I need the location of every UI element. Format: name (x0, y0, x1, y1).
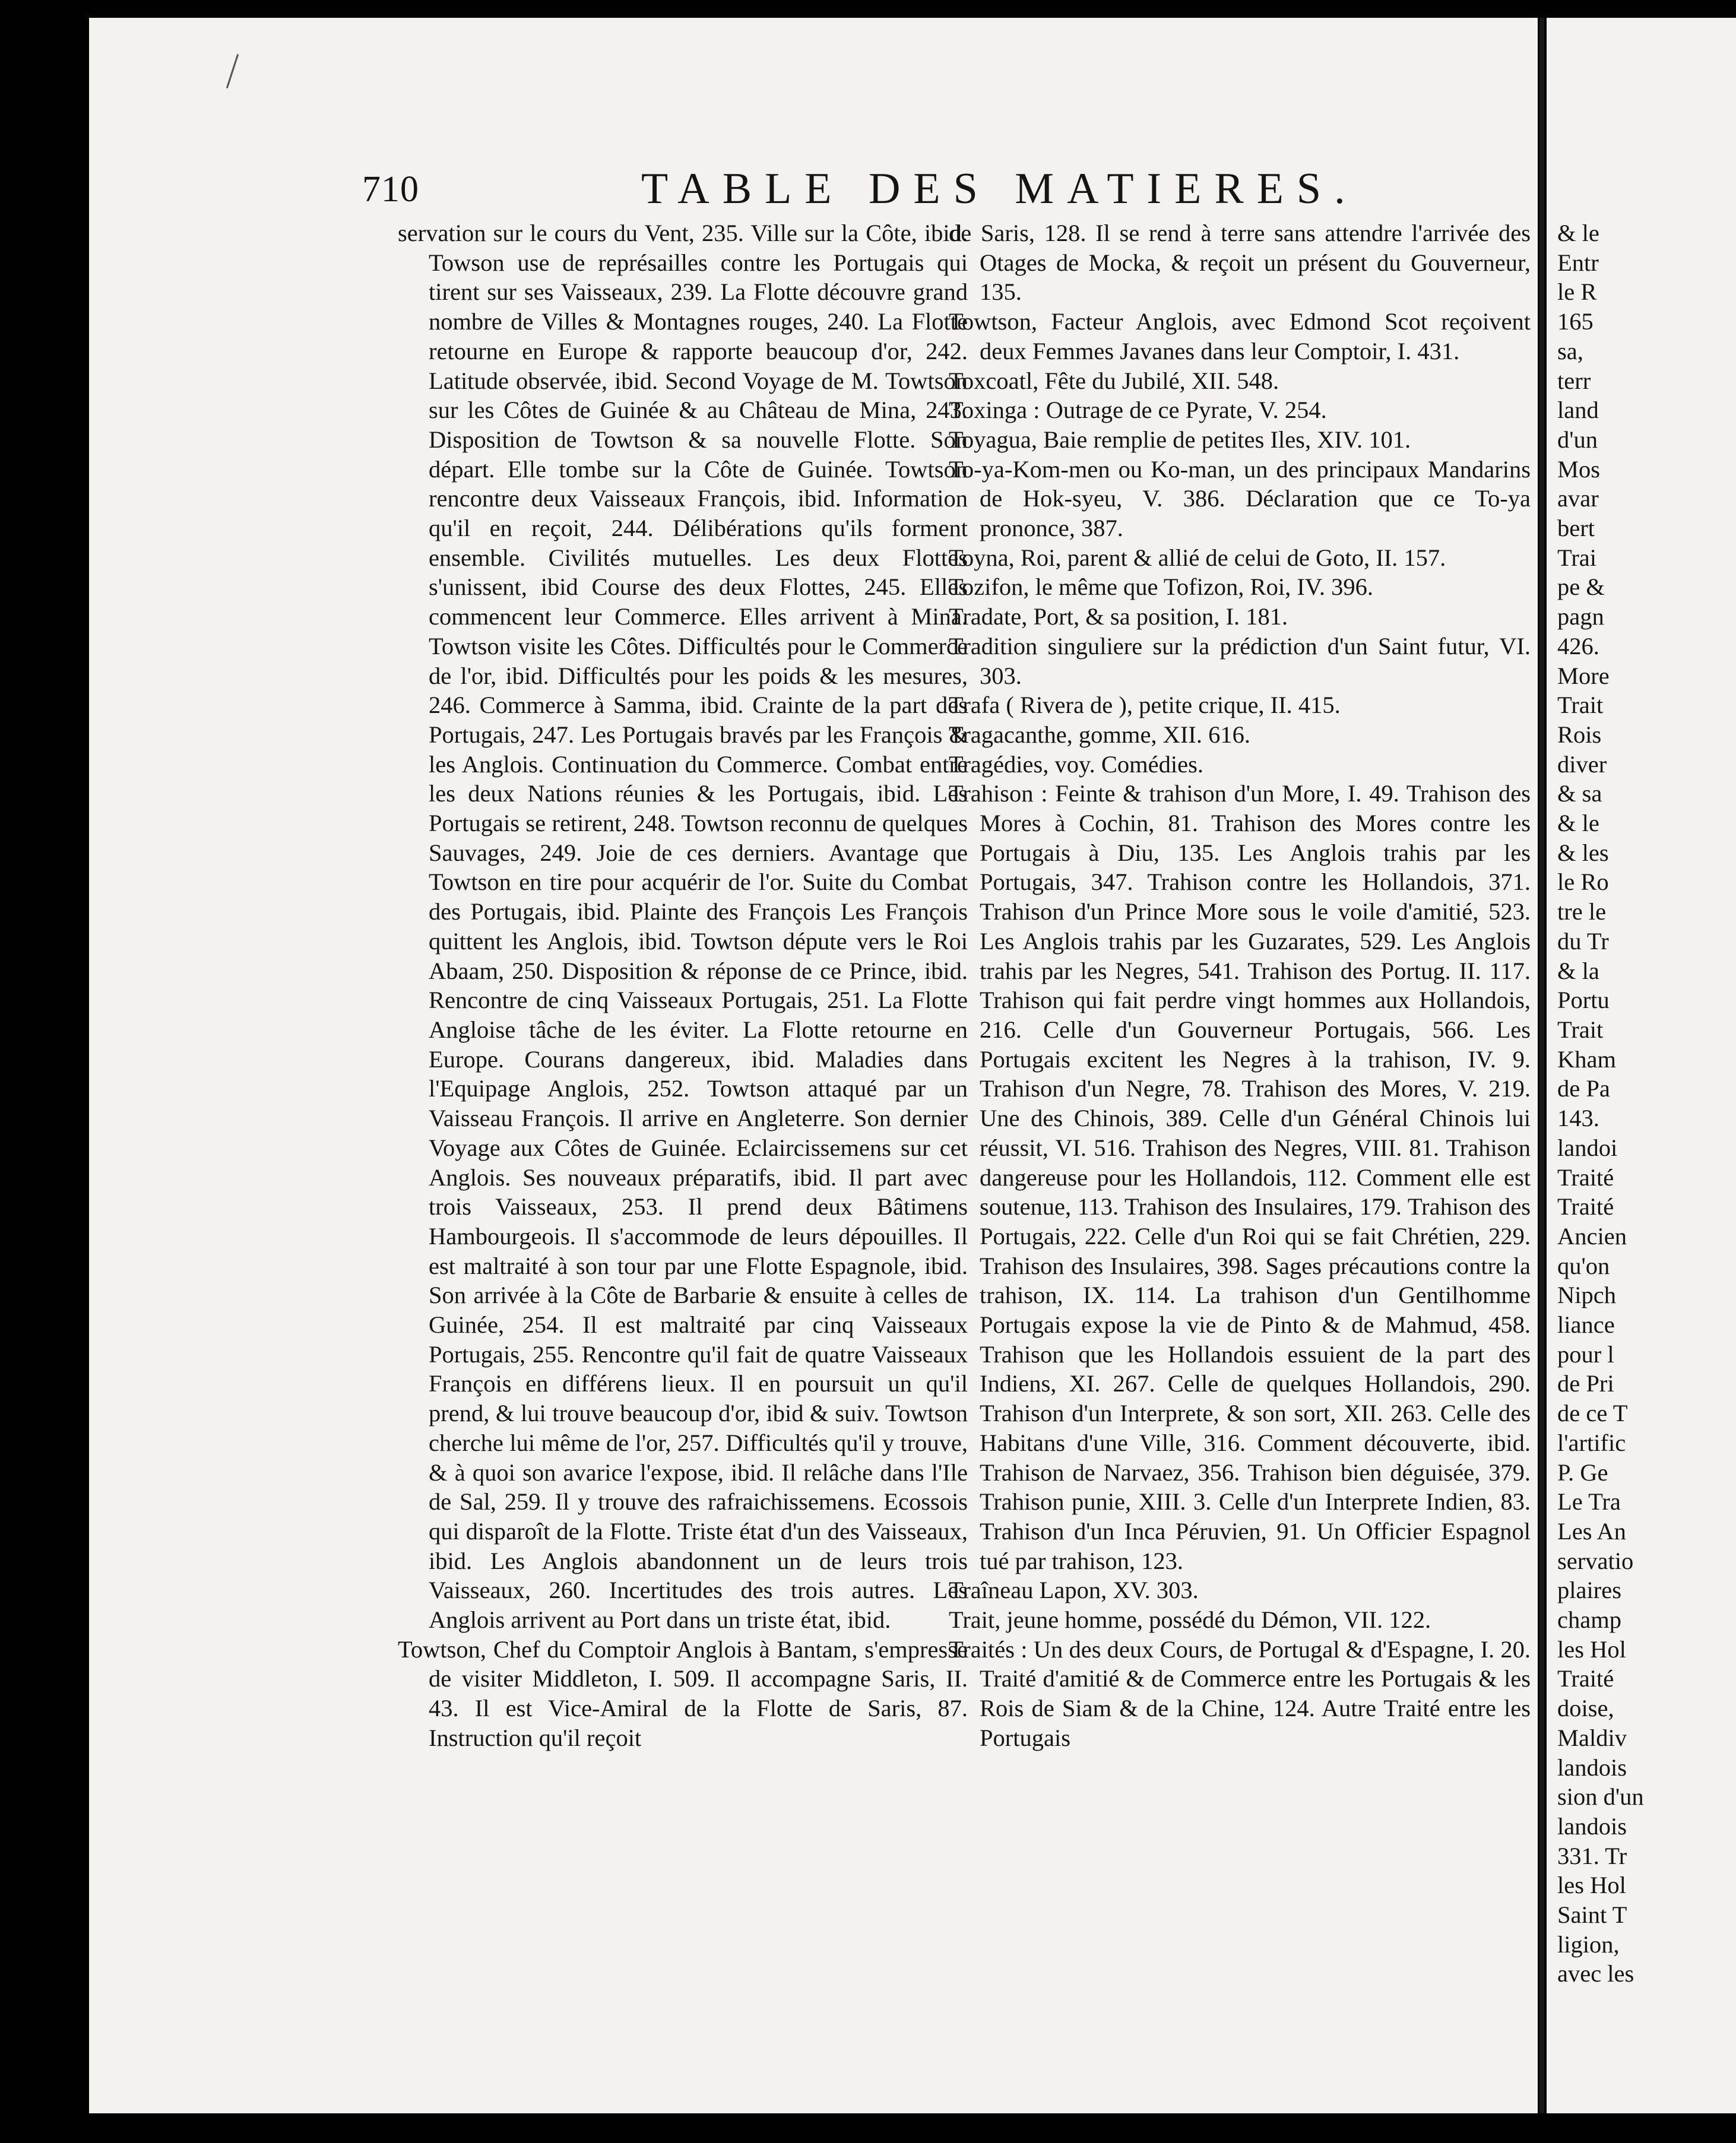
page-number: 710 (362, 169, 419, 210)
index-entry: Toxcoatl, Fête du Jubilé, XII. 548. (949, 367, 1279, 394)
index-entry: Tradate, Port, & sa position, I. 181. (949, 603, 1288, 630)
facing-page-line: 331. Tr (1557, 1842, 1627, 1869)
facing-page-line: landois (1557, 1754, 1627, 1781)
facing-page-line: Le Tra (1557, 1488, 1621, 1516)
index-entry: Trahison : Feinte & trahison d'un More, I. 49. Trahison des Mores à Cochin, 81. Trahison des Mores contre les Portugais à Diu, 135. Les Anglois trahis par les Portugais, 347. Trahison contre les Hollandois, 371. Trahison d'un Prince More sous le voile d'amitié, 523. Les Anglois trahis par les Guzarates, 529. Les Anglois trahis par les Negres, 541. Trahison des Portug. II. 117. Trahison qui fait perdre vingt hommes aux Hollandois, 216. Celle d'un Gouverneur Portugais, 566. Les Portugais excitent les Negres à la trahison, IV. 9. Trahison d'un Negre, 78. Trahison des Mores, V. 219. Une des Chinois, 389. Celle d'un Général Chinois lui réussit, VI. 516. Trahison des Negres, VIII. 81. Trahison dangereuse pour les Hollandois, 112. Comment elle est soutenue, 113. Trahison des Insulaires, 179. Trahison des Portugais, 222. Celle d'un Roi qui se fait Chrétien, 229. Trahison des Insulaires, 398. Sages précautions contre la trahison, IX. 114. La trahison d'un Gentilhomme Portugais expose la vie de Pinto & de Mahmud, 458. Trahison que les Hollandois essuient de la part des Indiens, XI. 267. Celle de quelques Hollandois, 290. Trahison d'un Interprete, & son sort, XII. 263. Celle des Habitans d'une Ville, 316. Comment découverte, ibid. Trahison de Narvaez, 356. Trahison bien déguisée, 379. Trahison punie, XIII. 3. Celle d'un Interprete Indien, 83. Trahison d'un Inca Péruvien, 91. Un Officier Espagnol tué par trahison, 123. (949, 780, 1531, 1574)
index-entry: Toyagua, Baie remplie de petites Iles, XIV. 101. (949, 426, 1411, 453)
index-entry: Tragacanthe, gomme, XII. 616. (949, 721, 1251, 748)
index-entry: servation sur le cours du Vent, 235. Ville sur la Côte, ibid. Towson use de représailles contre les Portugais qui tirent sur ses Vaisseaux, 239. La Flotte découvre grand nombre de Villes & Montagnes rouges, 240. La Flotte retourne en Europe & rapporte beaucoup d'or, 242. Latitude observée, ibid. Second Voyage de M. Towtson sur les Côtes de Guinée & au Château de Mina, 243. Disposition de Towtson & sa nouvelle Flotte. Son départ. Elle tombe sur la Côte de Guinée. Towtson rencontre deux Vaisseaux François, ibid. Information qu'il en reçoit, 244. Délibérations qu'ils forment ensemble. Civilités mutuelles. Les deux Flottes s'unissent, ibid Course des deux Flottes, 245. Elles commencent leur Commerce. Elles arrivent à Mina. Towtson visite les Côtes. Difficultés pour le Commerce de l'or, ibid. Difficultés pour les poids & les mesures, 246. Commerce à Samma, ibid. Crainte de la part des Portugais, 247. Les Portugais bravés par les François & les Anglois. Continuation du Commerce. Combat entre les deux Nations réunies & les Portugais, ibid. Les Portugais se retirent, 248. Towtson reconnu de quelques Sauvages, 249. Joie de ces derniers. Avantage que Towtson en tire pour acquérir de l'or. Suite du Combat des Portugais, ibid. Plainte des François Les François quittent les Anglois, ibid. Towtson députe vers le Roi Abaam, 250. Disposition & réponse de ce Prince, ibid. Rencontre de cinq Vaisseaux Portugais, 251. La Flotte Angloise tâche de les éviter. La Flotte retourne en Europe. Courans dangereux, ibid. Maladies dans l'Equipage Anglois, 252. Towtson attaqué par un Vaisseau François. Il arrive en Angleterre. Son dernier Voyage aux Côtes de Guinée. Eclaircissemens sur cet Anglois. Ses nouveaux préparatifs, ibid. Il part avec trois Vaisseaux, 253. Il prend deux Bâtimens Hambourgeois. Il s'accommode de leurs dépouilles. Il est maltraité à son tour par une Flotte Espagnole, ibid. Son arrivée à la Côte de Barbarie & ensuite à celles de Guinée, 254. Il est maltraité par cinq Vaisseaux Portugais, 255. Rencontre qu'il fait de quatre Vaisseaux François en différens lieux. Il en poursuit un qu'il prend, & lui trouve beaucoup d'or, ibid & suiv. Towtson cherche lui même de l'or, 257. Difficultés qu'il y trouve, & à quoi son avarice l'expose, ibid. Il relâche dans l'Ile de Sal, 259. Il y trouve des rafraichissemens. Ecossois qui disparoît de la Flotte. Triste état d'un des Vaisseaux, ibid. Les Anglois abandonnent un de leurs trois Vaisseaux, 260. Incertitudes des trois autres. Les Anglois arrivent au Port dans un triste état, ibid. (398, 220, 968, 1634)
facing-page-line: d'un (1557, 426, 1598, 453)
index-entry: Traîneau Lapon, XV. 303. (949, 1577, 1199, 1604)
facing-page-line: Traité (1557, 1665, 1614, 1692)
facing-page-line: de Pa (1557, 1075, 1610, 1102)
index-entry: Toxinga : Outrage de ce Pyrate, V. 254. (949, 397, 1327, 424)
facing-page-line: champ (1557, 1606, 1621, 1634)
facing-page-line: 165 (1557, 308, 1594, 335)
facing-page-line: landoi (1557, 1134, 1618, 1161)
index-entry: Toyna, Roi, parent & allié de celui de Goto, II. 157. (949, 544, 1446, 571)
index-entry: Towtson, Facteur Anglois, avec Edmond Scot reçoivent deux Femmes Javanes dans leur Comptoir, I. 431. (949, 308, 1531, 364)
facing-page-line: du Tr (1557, 927, 1609, 955)
facing-page-line: plaires (1557, 1577, 1621, 1604)
facing-page-line: liance (1557, 1311, 1615, 1339)
facing-page-line: avec les (1557, 1960, 1634, 1987)
page-gutter (1539, 18, 1544, 2113)
facing-page-line: 426. (1557, 632, 1599, 660)
facing-page-line: doise, (1557, 1695, 1614, 1722)
index-entry: Tragédies, voy. Comédies. (949, 750, 1203, 778)
facing-page-line: & sa (1557, 780, 1602, 807)
running-title: TABLE DES MATIERES. (641, 164, 1358, 213)
facing-page-line: & le (1557, 810, 1599, 837)
facing-page-line: Kham (1557, 1045, 1616, 1073)
facing-page-line: avar (1557, 485, 1599, 512)
facing-page-line: Traité (1557, 1164, 1614, 1191)
book-page (89, 18, 1538, 2113)
index-entry: Tozifon, le même que Tofizon, Roi, IV. 396. (949, 573, 1373, 601)
facing-page-line: 143. (1557, 1105, 1599, 1132)
facing-page-line: de Pri (1557, 1370, 1614, 1397)
facing-page-line: land (1557, 397, 1599, 424)
facing-page-line: P. Ge (1557, 1459, 1608, 1486)
facing-page-line: Traité (1557, 1193, 1614, 1221)
facing-page-line: landois (1557, 1812, 1627, 1840)
column-body (949, 218, 1531, 1753)
pen-mark (226, 54, 239, 88)
facing-page-line: terr (1557, 367, 1591, 394)
facing-page-line: ligion, (1557, 1930, 1620, 1958)
index-entry: Traités : Un des deux Cours, de Portugal & d'Espagne, I. 20. Traité d'amitié & de Commerce entre les Portugais & les Rois de Siam & de la Chine, 124. Autre Traité entre les Portugais (949, 1635, 1531, 1751)
column-body (398, 218, 968, 1753)
facing-page-line: Trai (1557, 544, 1597, 571)
facing-page-line: & les (1557, 839, 1609, 866)
facing-page-line: & la (1557, 957, 1599, 984)
facing-page-line: pagn (1557, 603, 1604, 630)
index-entry: Trafa ( Rivera de ), petite crique, II. 415. (949, 692, 1341, 719)
index-column-middle (949, 218, 1531, 1753)
facing-page-line: Saint T (1557, 1901, 1627, 1929)
facing-page-line: sa, (1557, 337, 1583, 364)
facing-page-line: Mos (1557, 455, 1601, 483)
facing-page-line: Rois (1557, 721, 1602, 748)
facing-page-line: tre le (1557, 898, 1607, 925)
facing-page-line: Les An (1557, 1517, 1626, 1545)
facing-page-line: de ce T (1557, 1400, 1628, 1427)
facing-page-line: More (1557, 662, 1610, 689)
facing-page-fragment (1547, 18, 1736, 2113)
facing-page-line: Maldiv (1557, 1724, 1627, 1751)
facing-page-line: & le (1557, 220, 1599, 246)
facing-page-line: servatio (1557, 1547, 1634, 1574)
facing-page-line: le R (1557, 278, 1597, 306)
facing-page-line: Portu (1557, 987, 1610, 1014)
index-entry: Tradition singuliere sur la prédiction d'un Saint futur, VI. 303. (949, 632, 1531, 689)
facing-page-line: Nipch (1557, 1282, 1616, 1309)
facing-page-line: sion d'un (1557, 1783, 1644, 1811)
facing-page-line: les Hol (1557, 1635, 1626, 1663)
facing-page-line: le Ro (1557, 868, 1609, 896)
facing-page-line: bert (1557, 515, 1595, 542)
facing-page-line: les Hol (1557, 1872, 1626, 1899)
facing-page-line: pe & (1557, 573, 1605, 601)
index-entry: Towtson, Chef du Comptoir Anglois à Bantam, s'empresse de visiter Middleton, I. 509. Il accompagne Saris, II. 43. Il est Vice-Amiral de la Flotte de Saris, 87. Instruction qu'il reçoit (398, 1635, 968, 1751)
index-entry: Trait, jeune homme, possédé du Démon, VII. 122. (949, 1606, 1431, 1634)
facing-page-line: diver (1557, 750, 1607, 778)
facing-page-line: Entr (1557, 249, 1599, 276)
facing-page-line: Ancien (1557, 1222, 1627, 1250)
index-column-left (398, 218, 968, 1753)
facing-page-line: Trait (1557, 1016, 1604, 1043)
facing-page-lines (1557, 218, 1644, 1989)
facing-page-line: pour l (1557, 1340, 1614, 1368)
facing-page-line: qu'on (1557, 1252, 1610, 1279)
facing-page-line: l'artific (1557, 1429, 1626, 1456)
index-entry: de Saris, 128. Il se rend à terre sans attendre l'arrivée des Otages de Mocka, & reçoit un présent du Gouverneur, 135. (949, 220, 1531, 306)
facing-page-line: Trait (1557, 692, 1604, 719)
index-entry: To-ya-Kom-men ou Ko-man, un des principaux Mandarins de Hok-syeu, V. 386. Déclaration que ce To-ya prononce, 387. (949, 455, 1531, 542)
